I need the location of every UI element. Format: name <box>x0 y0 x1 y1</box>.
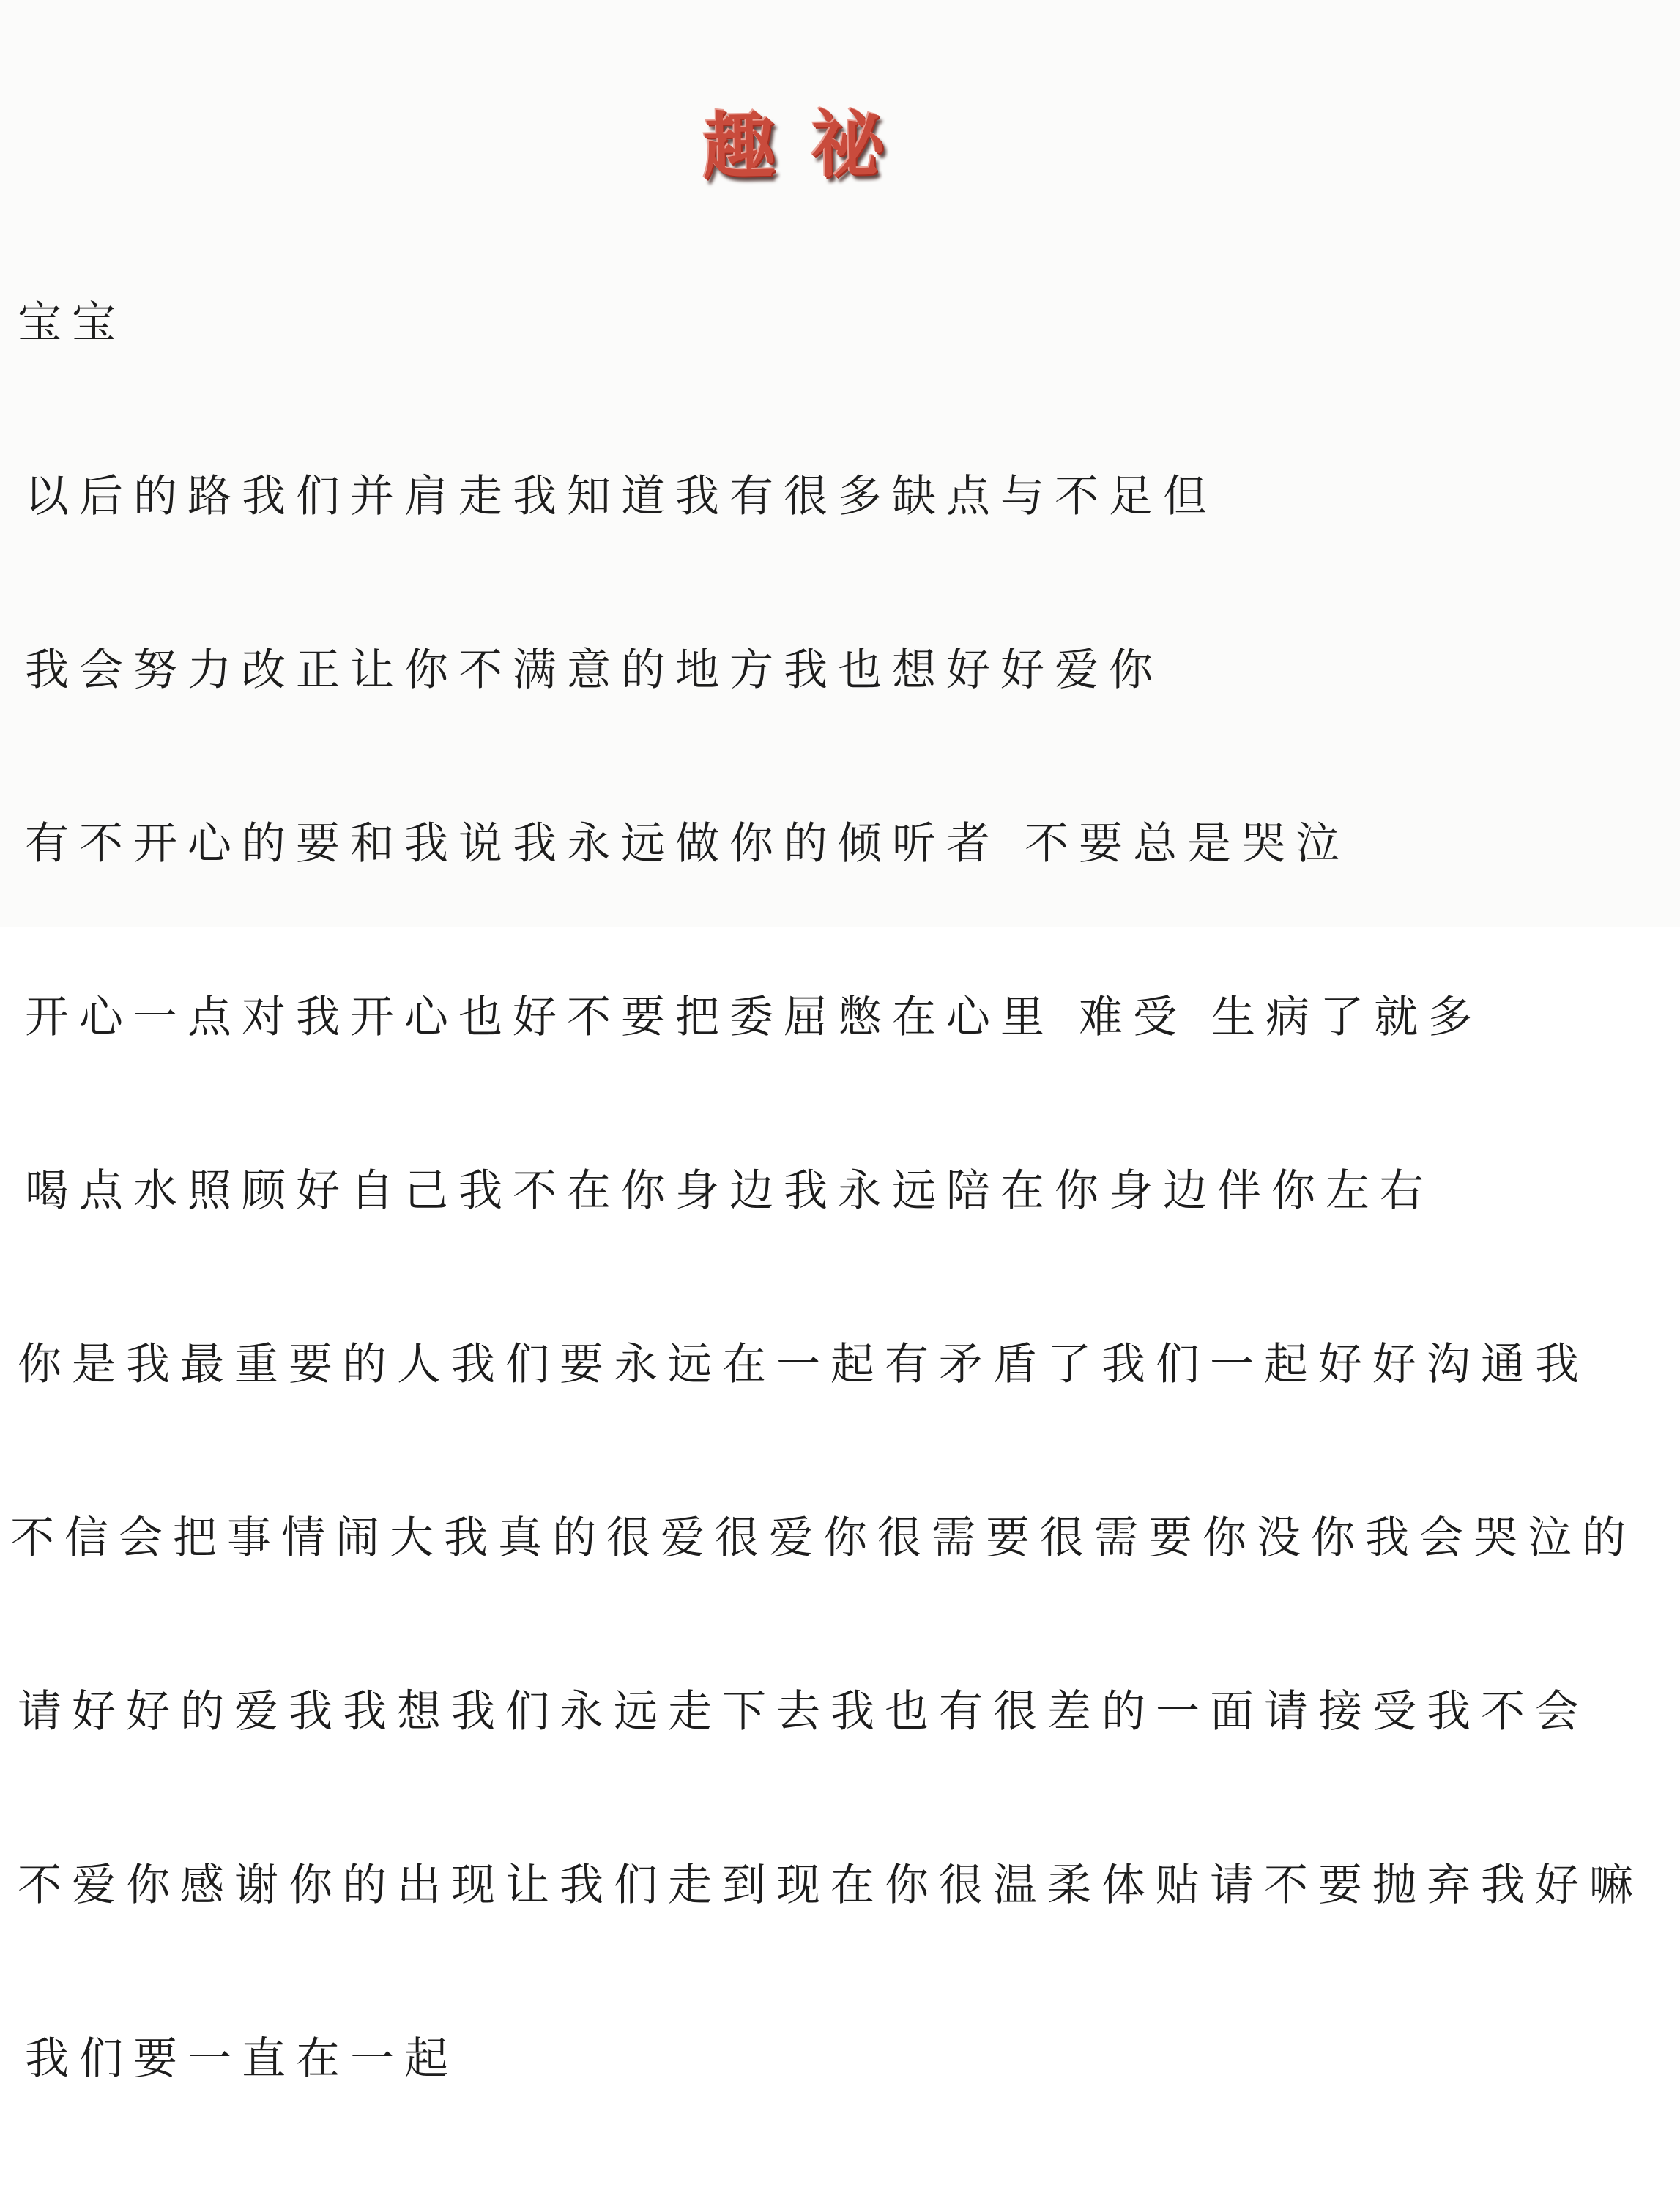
letter-line: 你是我最重要的人我们要永远在一起有矛盾了我们一起好好沟通我 <box>18 1339 1589 1390</box>
letter-salutation: 宝宝 <box>18 297 126 349</box>
letter-line: 有不开心的要和我说我永远做你的倾听者 不要总是哭泣 <box>25 818 1350 869</box>
letter-body <box>10 179 1676 2204</box>
letter-line: 请好好的爱我我想我们永远走下去我也有很差的一面请接受我不会 <box>18 1686 1589 1737</box>
letter-line: 不爱你感谢你的出现让我们走到现在你很温柔体贴请不要抛弃我好嘛 <box>18 1860 1643 1911</box>
letter-line: 我会努力改正让你不满意的地方我也想好好爱你 <box>25 645 1163 696</box>
letter-line: 我们要一直在一起 <box>25 2033 458 2085</box>
title-area <box>0 86 1680 192</box>
letter-line: 不信会把事情闹大我真的很爱很爱你很需要很需要你没你我会哭泣的 <box>10 1513 1636 1564</box>
letter-line: 喝点水照顾好自己我不在你身边我永远陪在你身边伴你左右 <box>25 1165 1434 1217</box>
letter-line: 以后的路我们并肩走我知道我有很多缺点与不足但 <box>25 471 1217 522</box>
decorative-red-title: 趣祕 <box>702 100 921 190</box>
letter-line: 开心一点对我开心也好不要把委屈憋在心里 难受 生病了就多 <box>25 992 1483 1043</box>
